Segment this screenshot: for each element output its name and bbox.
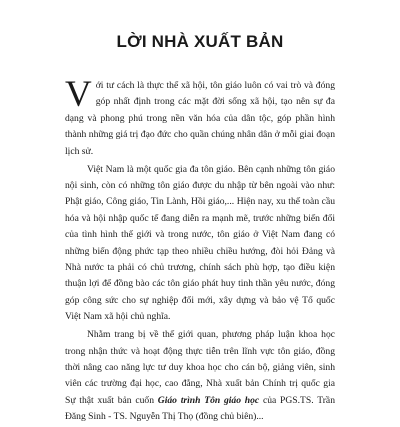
body-text	[65, 74, 335, 427]
drop-cap: V	[65, 74, 92, 115]
paragraph-3-text-before: Nhằm trang bị về thế giới quan, phương pháp luận khoa học trong nhận thức và hoạt động thực tiễn trên lĩnh vực tôn giáo, đồng thời nâng cao năng lực tư duy khoa học cho cán bộ, giảng viên, sinh viên các trường đại học, cao đẳng, Nhà xuất bản Chính trị quốc gia Sự thật xuất bản cuốn	[65, 329, 335, 406]
paragraph-2	[65, 162, 335, 326]
paragraph-2-text: Việt Nam là một quốc gia đa tôn giáo. Bên cạnh những tôn giáo nội sinh, còn có những tôn giáo được du nhập từ bên ngoài vào như: Phật giáo, Công giáo, Tin Lành, Hồi giáo,... Hiện nay, xu thế toàn cầu hóa và hội nhập quốc tế đang diễn ra mạnh mẽ, trước những biến đổi của tình hình thế giới và trong nước, tôn giáo ở Việt Nam đang có những biến động phức tạp theo nhiều chiều hướng, đòi hỏi Đảng và Nhà nước ta phải có chủ trương, chính sách phù hợp, tạo điều kiện thuận lợi để đồng bào các tôn giáo phát huy tinh thần yêu nước, đóng góp công sức cho sự nghiệp đổi mới, xây dựng và bảo vệ Tổ quốc Việt Nam xã hội chủ nghĩa.	[65, 163, 335, 323]
paragraph-1	[65, 74, 335, 160]
page-title: LỜI NHÀ XUẤT BẢN	[116, 32, 284, 51]
paragraph-1-text: ới tư cách là thực thể xã hội, tôn giáo luôn có vai trò và đóng góp nhất định trong các mặt đời sống xã hội, tạo nên sự đa dạng và phong phú trong nền văn hóa của dân tộc, góp phần hình thành những giá trị đạo đức cho quần chúng nhân dân ở mỗi giai đoạn lịch sử.	[65, 80, 335, 157]
paragraph-3-text-after: của PGS.TS. Trần Đăng Sinh - TS. Nguyễn Thị Thọ (đồng chủ biên)...	[65, 394, 335, 423]
paragraph-3	[65, 327, 335, 425]
book-title: Giáo trình Tôn giáo học	[157, 394, 260, 406]
